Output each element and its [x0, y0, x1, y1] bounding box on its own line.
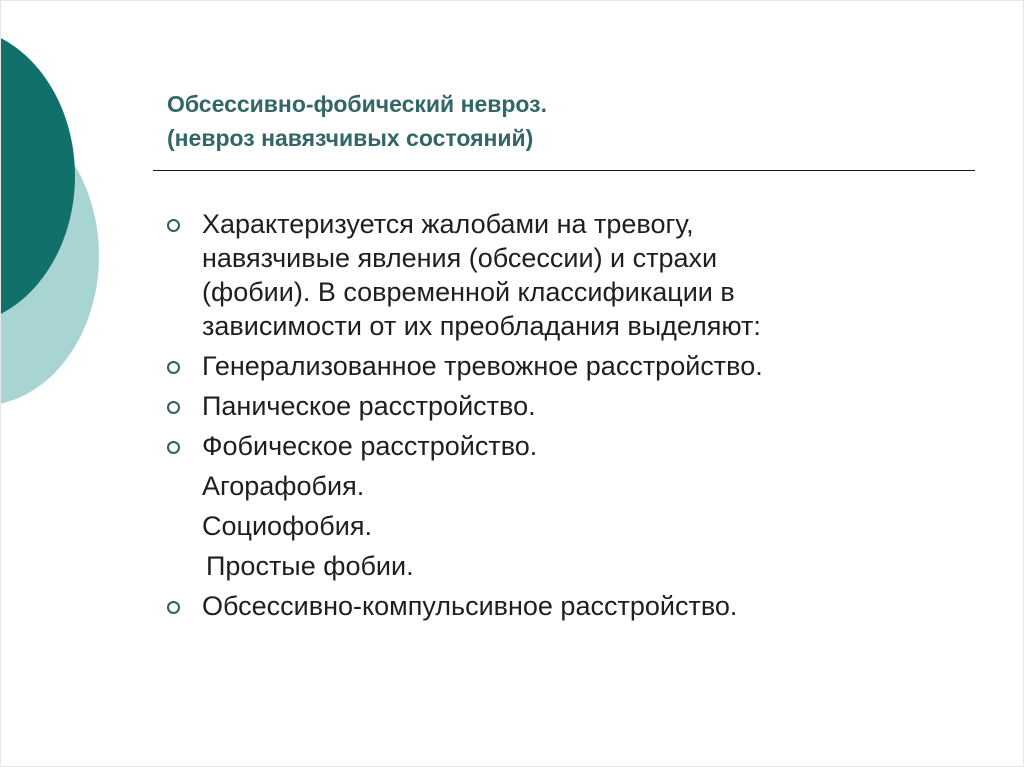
- sub-list-item: [163, 469, 963, 503]
- list-item-line: зависимости от их преобладания выделяют:: [202, 311, 761, 341]
- list-item-text: Обсессивно-компульсивное расстройство.: [202, 591, 738, 621]
- circle-bullet-icon: [167, 441, 180, 454]
- list-item: [163, 389, 963, 423]
- circle-bullet-icon: [167, 219, 180, 232]
- sub-list-item: [163, 509, 963, 543]
- circle-bullet-icon: [167, 601, 180, 614]
- list-item: [163, 349, 963, 383]
- list-item: [163, 429, 963, 463]
- list-item: [163, 207, 963, 343]
- list-item-line: (фобии). В современной классификации в: [202, 277, 735, 307]
- list-item: [163, 589, 963, 623]
- circle-bullet-icon: [167, 401, 180, 414]
- list-item-line: Характеризуется жалобами на тревогу,: [202, 209, 694, 239]
- title-line-1: Обсессивно-фобический невроз.: [167, 91, 548, 117]
- circle-bullet-icon: [167, 361, 180, 374]
- title-line-2: (невроз навязчивых состояний): [167, 125, 534, 151]
- list-item-text: Фобическое расстройство.: [202, 431, 538, 461]
- bullet-list: [163, 207, 963, 623]
- list-item-line: навязчивые явления (обсессии) и страхи: [202, 243, 718, 273]
- sub-list-item: [163, 549, 963, 583]
- sub-item-text: Агорафобия.: [202, 471, 365, 501]
- list-item-text: Генерализованное тревожное расстройство.: [202, 351, 763, 381]
- sub-item-text: Простые фобии.: [206, 551, 414, 581]
- slide-title: [167, 87, 947, 155]
- list-item-text: Паническое расстройство.: [202, 391, 536, 421]
- title-divider: [153, 170, 975, 171]
- sub-item-text: Социофобия.: [202, 511, 372, 541]
